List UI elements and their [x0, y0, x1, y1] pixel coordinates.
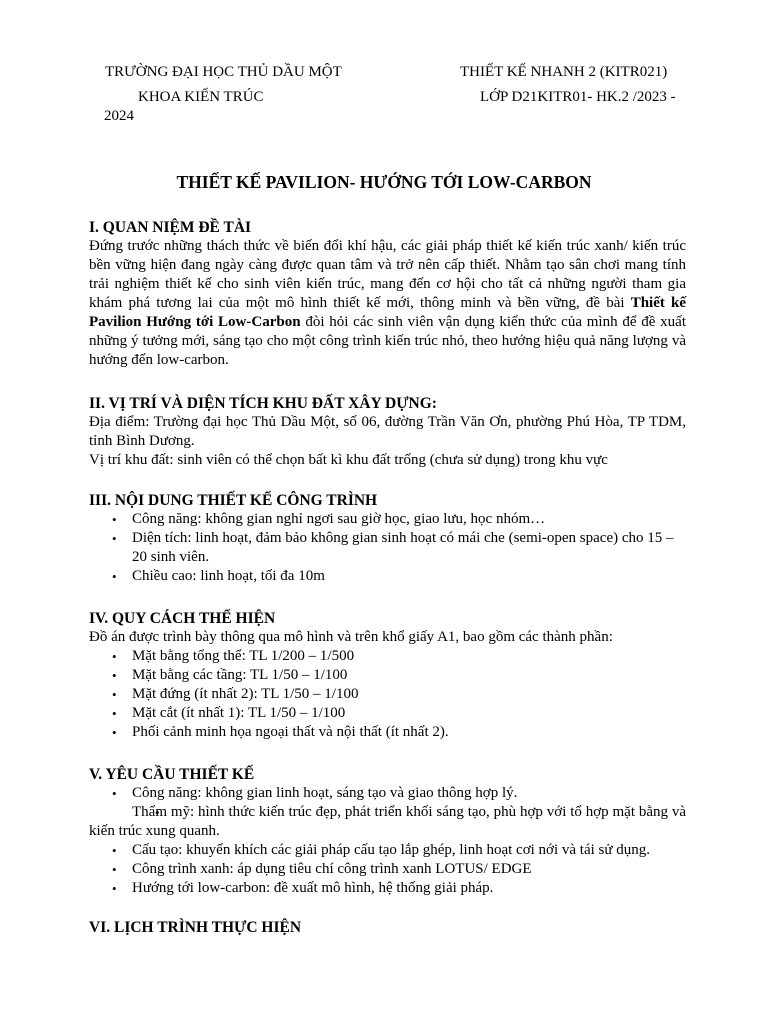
- class-info: LỚP D21KITR01- HK.2 /2023 -: [480, 89, 676, 105]
- list-item: [89, 784, 686, 803]
- section-heading: II. VỊ TRÍ VÀ DIỆN TÍCH KHU ĐẤT XÂY DỰNG:: [89, 395, 437, 412]
- list-item-text: Mặt đứng (ít nhất 2): TL 1/50 – 1/100: [132, 686, 359, 702]
- section-presentation: [89, 609, 686, 742]
- list-item: [89, 510, 686, 529]
- list-item-text: Công trình xanh: áp dụng tiêu chí công trình xanh LOTUS/ EDGE: [132, 861, 532, 877]
- section-heading: I. QUAN NIỆM ĐỀ TÀI: [89, 219, 252, 236]
- content-list: [89, 510, 686, 586]
- concept-bold-title: Thiết kế Pavilion Hướng tới Low-Carbon: [89, 295, 686, 330]
- list-item-text: Hướng tới low-carbon: đề xuất mô hình, hệ thống giải pháp.: [132, 880, 494, 896]
- list-item-text: Công năng: không gian nghỉ ngơi sau giờ học, giao lưu, học nhóm…: [132, 511, 546, 527]
- concept-text-part-1: Đứng trước những thách thức về biến đổi khí hậu, các giải pháp thiết kế kiến trúc xanh/ kiến trúc bền vững hiện đang ngày càng được quan tâm và trở nên cấp thiết. Nhằm tạo sân chơi mang tính trải nghiệm thiết kế cho sinh viên kiến trúc, mang đến cơ hội cho tất cả những người tham gia khám phá tương lai của một mô hình thiết kế mới, thông minh và bền vững, đề bài: [89, 238, 686, 311]
- list-item-text: Chiều cao: linh hoạt, tối đa 10m: [132, 568, 325, 584]
- section-requirements: [89, 765, 686, 898]
- list-item: [89, 841, 686, 860]
- list-item: [89, 704, 686, 723]
- faculty-name: KHOA KIẾN TRÚC: [138, 89, 264, 105]
- concept-paragraph: [89, 237, 686, 370]
- list-item-text: Cấu tạo: khuyến khích các giải pháp cấu tạo lắp ghép, linh hoạt cơi nới và tái sử dụng.: [132, 842, 651, 858]
- section-heading: III. NỘI DUNG THIẾT KẾ CÔNG TRÌNH: [89, 492, 378, 509]
- section-site: [89, 394, 686, 470]
- section-heading: V. YÊU CẦU THIẾT KẾ: [89, 766, 255, 783]
- section-concept: [89, 218, 686, 370]
- section-schedule: [89, 918, 686, 937]
- list-item-text: Thẩm mỹ: hình thức kiến trúc đẹp, phát triển khối sáng tạo, phù hợp với tổ hợp mặt bằng và kiến trúc xung quanh.: [89, 804, 686, 839]
- list-item: [89, 647, 686, 666]
- concept-text-part-2: đòi hỏi các sinh viên vận dụng kiến thức của mình để đề xuất những ý tưởng mới, sáng tạo cho một công trình kiến trúc nhỏ, theo hướng hiệu quả năng lượng và hướng đến low-carbon.: [89, 314, 686, 368]
- list-item-text: Công năng: không gian linh hoạt, sáng tạo và giao thông hợp lý.: [132, 785, 518, 801]
- presentation-list: [89, 647, 686, 742]
- section-heading: IV. QUY CÁCH THỂ HIỆN: [89, 610, 276, 627]
- university-name: TRƯỜNG ĐẠI HỌC THỦ DẦU MỘT: [105, 64, 342, 80]
- site-selection: Vị trí khu đất: sinh viên có thể chọn bất kì khu đất trống (chưa sử dụng) trong khu vực: [89, 452, 608, 468]
- list-item-text: Mặt bằng tổng thể: TL 1/200 – 1/500: [132, 648, 355, 664]
- section-content: [89, 491, 686, 586]
- section-heading: VI. LỊCH TRÌNH THỰC HIỆN: [89, 919, 302, 936]
- list-item: [89, 879, 686, 898]
- list-item: [89, 803, 686, 841]
- list-item: [89, 723, 686, 742]
- list-item-text: Mặt cắt (ít nhất 1): TL 1/50 – 1/100: [132, 705, 346, 721]
- list-item: [89, 860, 686, 879]
- list-item-text: Diện tích: linh hoạt, đảm bảo không gian sinh hoạt có mái che (semi-open space) cho 15 – 20 sinh viên.: [132, 530, 674, 565]
- list-item: [89, 529, 686, 567]
- page-title: THIẾT KẾ PAVILION- HƯỚNG TỚI LOW-CARBON: [176, 172, 592, 192]
- presentation-intro: Đồ án được trình bày thông qua mô hình và trên khổ giấy A1, bao gồm các thành phần:: [89, 629, 613, 645]
- list-item-text: Mặt bằng các tầng: TL 1/50 – 1/100: [132, 667, 348, 683]
- list-item: [89, 685, 686, 704]
- class-year: 2024: [104, 108, 134, 124]
- list-item-text: Phối cảnh minh họa ngoại thất và nội thất (ít nhất 2).: [132, 724, 449, 740]
- requirements-list: [89, 784, 686, 898]
- site-location: Địa điểm: Trường đại học Thủ Dầu Một, số 06, đường Trần Văn Ơn, phường Phú Hòa, TP TDM, tỉnh Bình Dương.: [89, 414, 686, 449]
- course-name: THIẾT KẾ NHANH 2 (KITR021): [460, 64, 668, 80]
- list-item: [89, 666, 686, 685]
- list-item: [89, 567, 686, 586]
